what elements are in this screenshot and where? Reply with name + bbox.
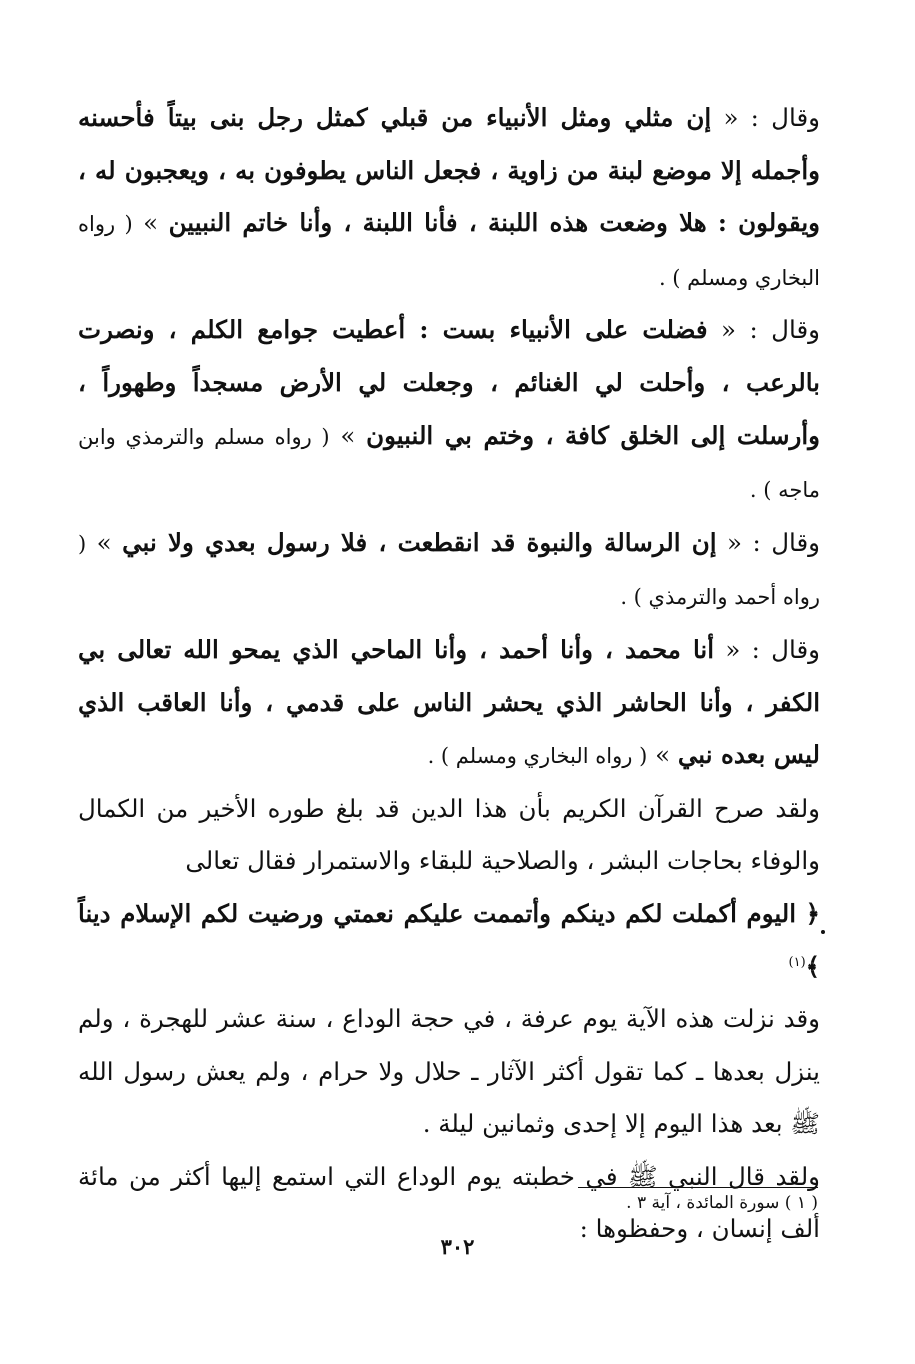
paragraph-hadith-3 xyxy=(78,517,820,624)
hadith-reference: ( رواه مسلم والترمذي وابن ماجه ) . xyxy=(78,424,820,503)
footnote-divider xyxy=(578,1187,818,1188)
paragraph-farewell: ولقد قال النبي ﷺ في خطبته يوم الوداع التي استمع إليها أكثر من مائة ألف إنسان ، وحفظوها : xyxy=(78,1161,820,1244)
hadith-reference: ( رواه البخاري ومسلم ) . xyxy=(78,212,820,290)
paragraph-revelation: وقد نزلت هذه الآية يوم عرفة ، في حجة الوداع ، سنة عشر للهجرة ، ولم ينزل بعدها ـ كما تقول أكثر الآثار ـ حلال ولا حرام ، ولم يعش رسول الله ﷺ بعد هذا اليوم إلا إحدى وثمانين ليلة . xyxy=(78,1004,820,1139)
paragraph-quran-intro: ولقد صرح القرآن الكريم بأن هذا الدين قد بلغ طوره الأخير من الكمال والوفاء بحاجات البشر ، والصلاحية للبقاء والاستمرار فقال تعالى xyxy=(78,793,820,876)
hadith-quote: فضلت على الأنبياء بست : أعطيت جوامع الكلم ، ونصرت بالرعب ، وأحلت لي الغنائم ، وجعلت لي الأرض مسجداً وطهوراً ، وأرسلت إلى الخلق كافة ، وختم بي النبيون xyxy=(78,315,820,450)
paragraph-hadith-4 xyxy=(78,624,820,783)
margin-dot xyxy=(821,930,825,934)
page-number: ٣٠٢ xyxy=(440,1234,475,1259)
quote-close: » xyxy=(647,740,678,770)
hadith-quote: إن الرسالة والنبوة قد انقطعت ، فلا رسول بعدي ولا نبي xyxy=(122,527,717,557)
quran-verse: ﴿ اليوم أكملت لكم دينكم وأتممت عليكم نعمتي ورضيت لكم الإسلام ديناً ﴾ xyxy=(78,898,820,981)
intro-text: وقال : « xyxy=(716,527,821,557)
hadith-quote: إن مثلي ومثل الأنبياء من قبلي كمثل رجل بنى بيتاً فأحسنه وأجمله إلا موضع لبنة من زاوية ، فجعل الناس يطوفون به ، ويعجبون له ، ويقولون : هلا وضعت هذه اللبنة ، فأنا اللبنة ، وأنا خاتم النبيين xyxy=(78,103,820,238)
intro-text: وقال : « xyxy=(714,634,820,664)
paragraph-verse xyxy=(78,888,820,993)
hadith-reference: ( رواه البخاري ومسلم ) . xyxy=(427,744,648,769)
main-text xyxy=(78,92,820,1256)
intro-text: وقال : « xyxy=(711,103,820,132)
intro-text: وقال : « xyxy=(707,315,820,345)
paragraph-hadith-1 xyxy=(78,92,820,304)
quote-close: » xyxy=(86,527,123,557)
hadith-quote: أنا محمد ، وأنا أحمد ، وأنا الماحي الذي يمحو الله تعالى بي الكفر ، وأنا الحاشر الذي يحشر الناس على قدمي ، وأنا العاقب الذي ليس بعده نبي xyxy=(78,634,820,770)
paragraph-hadith-2 xyxy=(78,304,820,516)
hadith-reference: ( رواه أحمد والترمذي ) . xyxy=(78,531,820,610)
quote-close: » xyxy=(329,420,367,450)
quote-close: » xyxy=(132,208,169,238)
footnote: ( ١ ) سورة المائدة ، آية ٣ . xyxy=(626,1193,818,1213)
footnote-marker: (١) xyxy=(788,954,806,970)
